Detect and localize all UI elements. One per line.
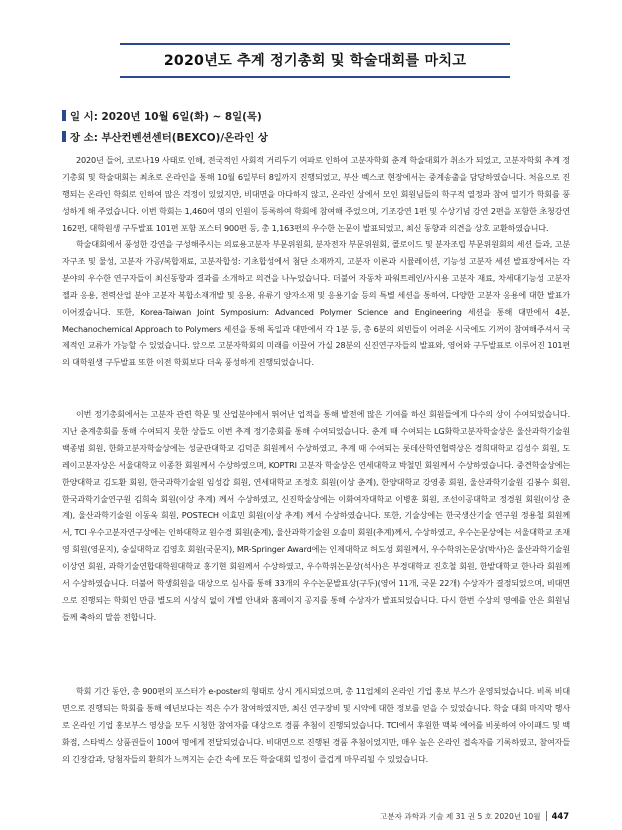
body-paragraph-2	[62, 236, 570, 371]
venue-text: 장 소: 부산컨벤션센터(BEXCO)/온라인 상	[70, 132, 268, 144]
date-bullet-mark	[62, 110, 66, 121]
date-text: 일 시: 2020년 10월 6일(화) ~ 8일(목)	[70, 111, 262, 123]
page-footer	[380, 811, 582, 822]
venue-line	[62, 129, 582, 144]
venue-bullet-mark	[62, 131, 66, 142]
paragraph-text: 이번 정기총회에서는 고분자 관련 학문 및 산업분야에서 뛰어난 업적을 통해 발전에 많은 기여를 하신 회원들에게 다수의 상이 수여되었습니다. 지난 춘계총회를 통해 수여되지 못한 상들도 이번 추계 정기총회를 통해 수여되었습니다. 춘계 때 수여되는 LG화학고분자학술상은 울산과학기술원 백종범 회원, 한화고분자학술상에는 성균관대학교 김덕준 회원께서 수상하였고, 추계 때 수여되는 롯데산학연협력상은 경희대학교 김성수 회원, 도레이고분자상은 서울대학교 이종찬 회원께서 수상하였으며, KOPTRI 고분자 학술상은 연세대학교 박철민 회원께서 수상하였습니다. 중견학술상에는 한양대학교 김도환 회원, 한국과학기술원 임성갑 회원, 연세대학교 조정호 회원(이상 춘계), 한양대학교 강영종 회원, 울산과학기술원 김봉수 회원, 한국과학기술연구원 김희숙 회원(이상 추계) 께서 수상하였고, 신진학술상에는 이화여자대학교 이병훈 회원, 조선이공대학교 정경원 회원(이상 춘계), 울산과학기술원 이동욱 회원, POSTECH 이효민 회원(이상 추계) 께서 수상하였습니다. 또한, 기술상에는 한국생산기술 연구원 정용철 회원께서, TCI 우수고분자연구상에는 인하대학교 원수경 회원(춘계), 울산과학기술원 오솔미 회원(추계)께서, 수상하였고, 우수논문상에는 서울대학교 조재영 회원(영문지), 숭실대학교 김영호 회원(국문지), MR-Springer Award에는 인제대학교 허도성 회원께서, 우수학위논문상(박사)은 울산과학기술원 이상연 회원, 과학기술연합대학원대학교 홍기현 회원께서 수상하였고, 우수학위논문상(석사)은 부경대학교 진호철 회원, 한밭대학교 한나라 회원께서 수상하였습니다. 더불어 학생회원을 대상으로 심사를 통해 33개의 우수논문발표상(구두)(영어 11개, 국문 22개) 수상자가 결정되었으며, 비대면으로 진행되는 학회인 만큼 별도의 시상식 없이 개별 안내와 홈페이지 공지를 통해 수상자가 발표되었습니다. 다시 한번 수상의 영예를 안은 회원님들께 축하의 말씀 전합니다.	[62, 409, 570, 622]
paragraph-text: 학술대회에서 풍성한 강연을 구성해주시는 의료용고분자 부문위원회, 분자전자 부문위원회, 콜로이드 및 분자조립 부문위원회의 세션 들과, 고분자구조 및 물성, 고분자 가공/복합재료, 고분자합성: 기초합성에서 첨단 소재까지, 고분자 이론과 시뮬레이션, 기능성 고분자 세션 발표장에서는 각 분야의 우수한 연구자들이 최신동향과 결과를 소개하고 의견을 나누었습니다. 더불어 자동차 파워트레인/사시용 고분자 재료, 차세대기능성 고분자젤과 응용, 전력산업 분야 고분자 복합소재개발 및 응용, 유류기 양자소재 및 응용기술 등의 특별 세션을 통하여, 다양한 고분자 응용에 대한 발표가 이어졌습니다. 또한, Korea-Taiwan Joint Symposium: Advanced Polymer Science and Engineering 세션을 통해 대만에서 4분, Mechanochemical Approach to Polymers 세션을 통해 독일과 대만에서 각 1분 등, 총 6분의 외빈들이 어려운 시국에도 기꺼이 참여해주셔서 국제적인 교류가 가능할 수 있었습니다. 앞으로 고분자학회의 미래를 이끌어 가실 28분의 신진연구자들의 발표와, 영어와 구두발표로 이루어진 101편의 대학원생 구두발표 또한 이전 학회보다 더욱 풍성하게 진행되었습니다.	[62, 239, 570, 368]
date-line	[62, 108, 582, 123]
title-bottom-rule	[120, 76, 510, 78]
page-title: 2020년도 추계 정기총회 및 학술대회를 마치고	[163, 53, 467, 69]
body-paragraph-3	[62, 406, 570, 626]
body-paragraph-1	[62, 152, 570, 237]
journal-info: 고분자 과학과 기술 제 31 권 5 호 2020년 10월	[380, 812, 541, 821]
paragraph-text: 2020년 들어, 코로나19 사태로 인해, 전국적인 사회적 거리두기 여파로 인하여 고분자학회 춘계 학술대회가 취소가 되었고, 고분자학회 추계 정기총회 및 학술대회는 최초로 온라인을 통해 10월 6일부터 8일까지 진행되었고, 부산 벡스코 현장에서는 중계송출을 담당하였습니다. 처음으로 진행되는 온라인 학회로 인하여 많은 걱정이 있었지만, 비대면을 마다하지 않고, 온라인 상에서 모인 회원님들의 학구적 열정과 참여 열기가 학회를 풍성하게 해 주었습니다. 이번 학회는 1,460여 명의 인원이 등록하여 학회에 참여해 주었으며, 기조강연 1편 및 수상기념 강연 2편을 포함한 초청강연 162편, 대학원생 구두발표 101편 포함 포스터 900편 등, 총 1,163편의 우수한 논문이 발표되었고, 최신 동향과 의견을 상호 교환하였습니다.	[62, 155, 570, 233]
body-paragraph-4	[62, 683, 570, 768]
page-number: 447	[546, 811, 569, 821]
title-block	[120, 43, 510, 78]
paragraph-text: 학회 기간 동안, 총 900편의 포스터가 e-poster의 형태로 상시 게시되었으며, 총 11업체의 온라인 기업 홍보 부스가 운영되었습니다. 비록 비대면으로 진행되는 학회를 통해 예년보다는 적은 수가 참여하였지만, 최신 연구장비 및 시약에 대한 정보를 얻을 수 있었습니다. 학술 대회 마지막 행사로 온라인 기업 홍보부스 영상을 모두 시청한 참여자를 대상으로 경품 추첨이 진행되었습니다. TCI에서 후원한 맥북 에어를 비롯하여 아이패드 및 백화점, 스타벅스 상품권들이 100여 명에게 전달되었습니다. 비대면으로 진행된 경품 추첨이었지만, 매우 높은 온라인 접속자를 기록하였고, 참여자들의 긴장감과, 당첨자들의 환희가 느껴지는 순간 속에 모든 학술대회 일정이 즐겁게 마무리될 수 있었습니다.	[62, 686, 570, 764]
